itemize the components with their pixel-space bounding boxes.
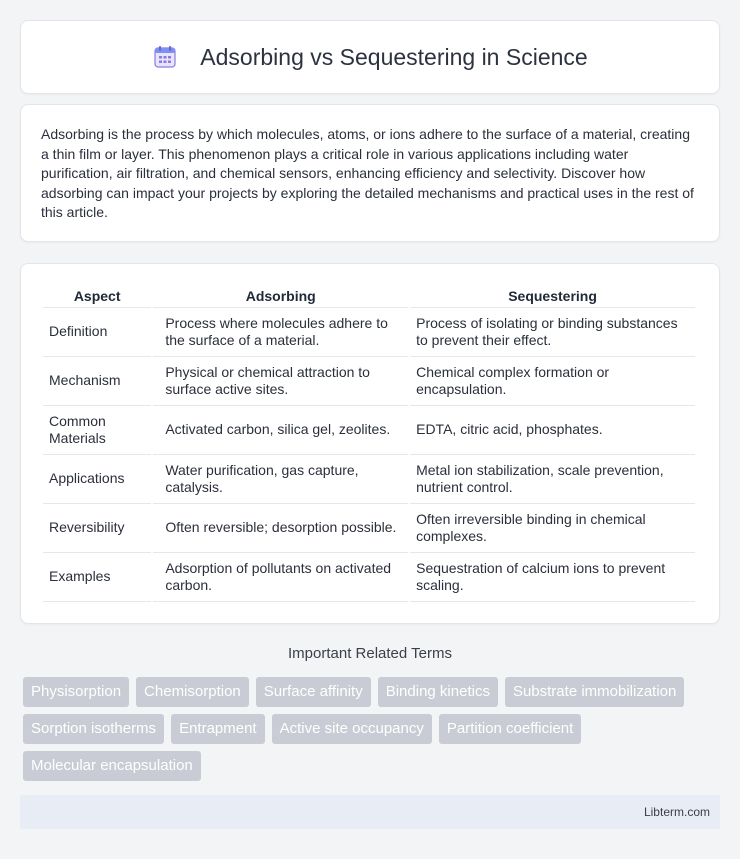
related-term-tag[interactable]: Surface affinity (256, 677, 371, 707)
cell-adsorbing: Water purification, gas capture, catalysis. (153, 455, 408, 504)
page-title: Adsorbing vs Sequestering in Science (200, 43, 588, 70)
comparison-card (20, 263, 720, 624)
cell-adsorbing: Adsorption of pollutants on activated carbon. (153, 553, 408, 602)
calendar-icon (152, 44, 178, 70)
table-row (43, 504, 695, 553)
related-term-tag[interactable]: Partition coefficient (439, 714, 581, 744)
table-row (43, 455, 695, 504)
table-row (43, 406, 695, 455)
footer-brand[interactable]: Libterm.com (643, 805, 710, 819)
related-terms-list (23, 677, 703, 781)
cell-sequestering: Sequestration of calcium ions to prevent scaling. (410, 553, 695, 602)
cell-aspect: Reversibility (43, 504, 151, 553)
cell-aspect: Common Materials (43, 406, 151, 455)
related-term-tag[interactable]: Sorption isotherms (23, 714, 164, 744)
cell-sequestering: Chemical complex formation or encapsulation. (410, 357, 695, 406)
table-header-row (43, 284, 695, 308)
related-term-tag[interactable]: Substrate immobilization (505, 677, 684, 707)
related-term-tag[interactable]: Physisorption (23, 677, 129, 707)
cell-adsorbing: Activated carbon, silica gel, zeolites. (153, 406, 408, 455)
related-term-tag[interactable]: Chemisorption (136, 677, 249, 707)
header-sequestering: Sequestering (410, 284, 695, 308)
table-row (43, 553, 695, 602)
comparison-table (41, 284, 697, 602)
cell-aspect: Definition (43, 308, 151, 357)
cell-adsorbing: Physical or chemical attraction to surface active sites. (153, 357, 408, 406)
table-row (43, 357, 695, 406)
related-term-tag[interactable]: Binding kinetics (378, 677, 498, 707)
intro-card (20, 104, 720, 242)
header-card (20, 20, 720, 94)
cell-adsorbing: Often reversible; desorption possible. (153, 504, 408, 553)
header-adsorbing: Adsorbing (153, 284, 408, 308)
related-term-tag[interactable]: Active site occupancy (272, 714, 432, 744)
related-term-tag[interactable]: Entrapment (171, 714, 265, 744)
cell-sequestering: Process of isolating or binding substances to prevent their effect. (410, 308, 695, 357)
cell-aspect: Mechanism (43, 357, 151, 406)
cell-aspect: Applications (43, 455, 151, 504)
cell-adsorbing: Process where molecules adhere to the surface of a material. (153, 308, 408, 357)
related-term-tag[interactable]: Molecular encapsulation (23, 751, 201, 781)
cell-aspect: Examples (43, 553, 151, 602)
table-row (43, 308, 695, 357)
related-terms-title: Important Related Terms (288, 645, 452, 662)
cell-sequestering: Often irreversible binding in chemical complexes. (410, 504, 695, 553)
cell-sequestering: EDTA, citric acid, phosphates. (410, 406, 695, 455)
intro-text: Adsorbing is the process by which molecules, atoms, or ions adhere to the surface of a material, creating a thin film or layer. This phenomenon plays a critical role in various applications including water purification, air filtration, and chemical sensors, enhancing efficiency and selectivity. Discover how adsorbing can impact your projects by exploring the detailed mechanisms and practical uses in the rest of this article. (41, 126, 694, 221)
cell-sequestering: Metal ion stabilization, scale prevention, nutrient control. (410, 455, 695, 504)
header-aspect: Aspect (43, 284, 151, 308)
footer (20, 795, 720, 829)
